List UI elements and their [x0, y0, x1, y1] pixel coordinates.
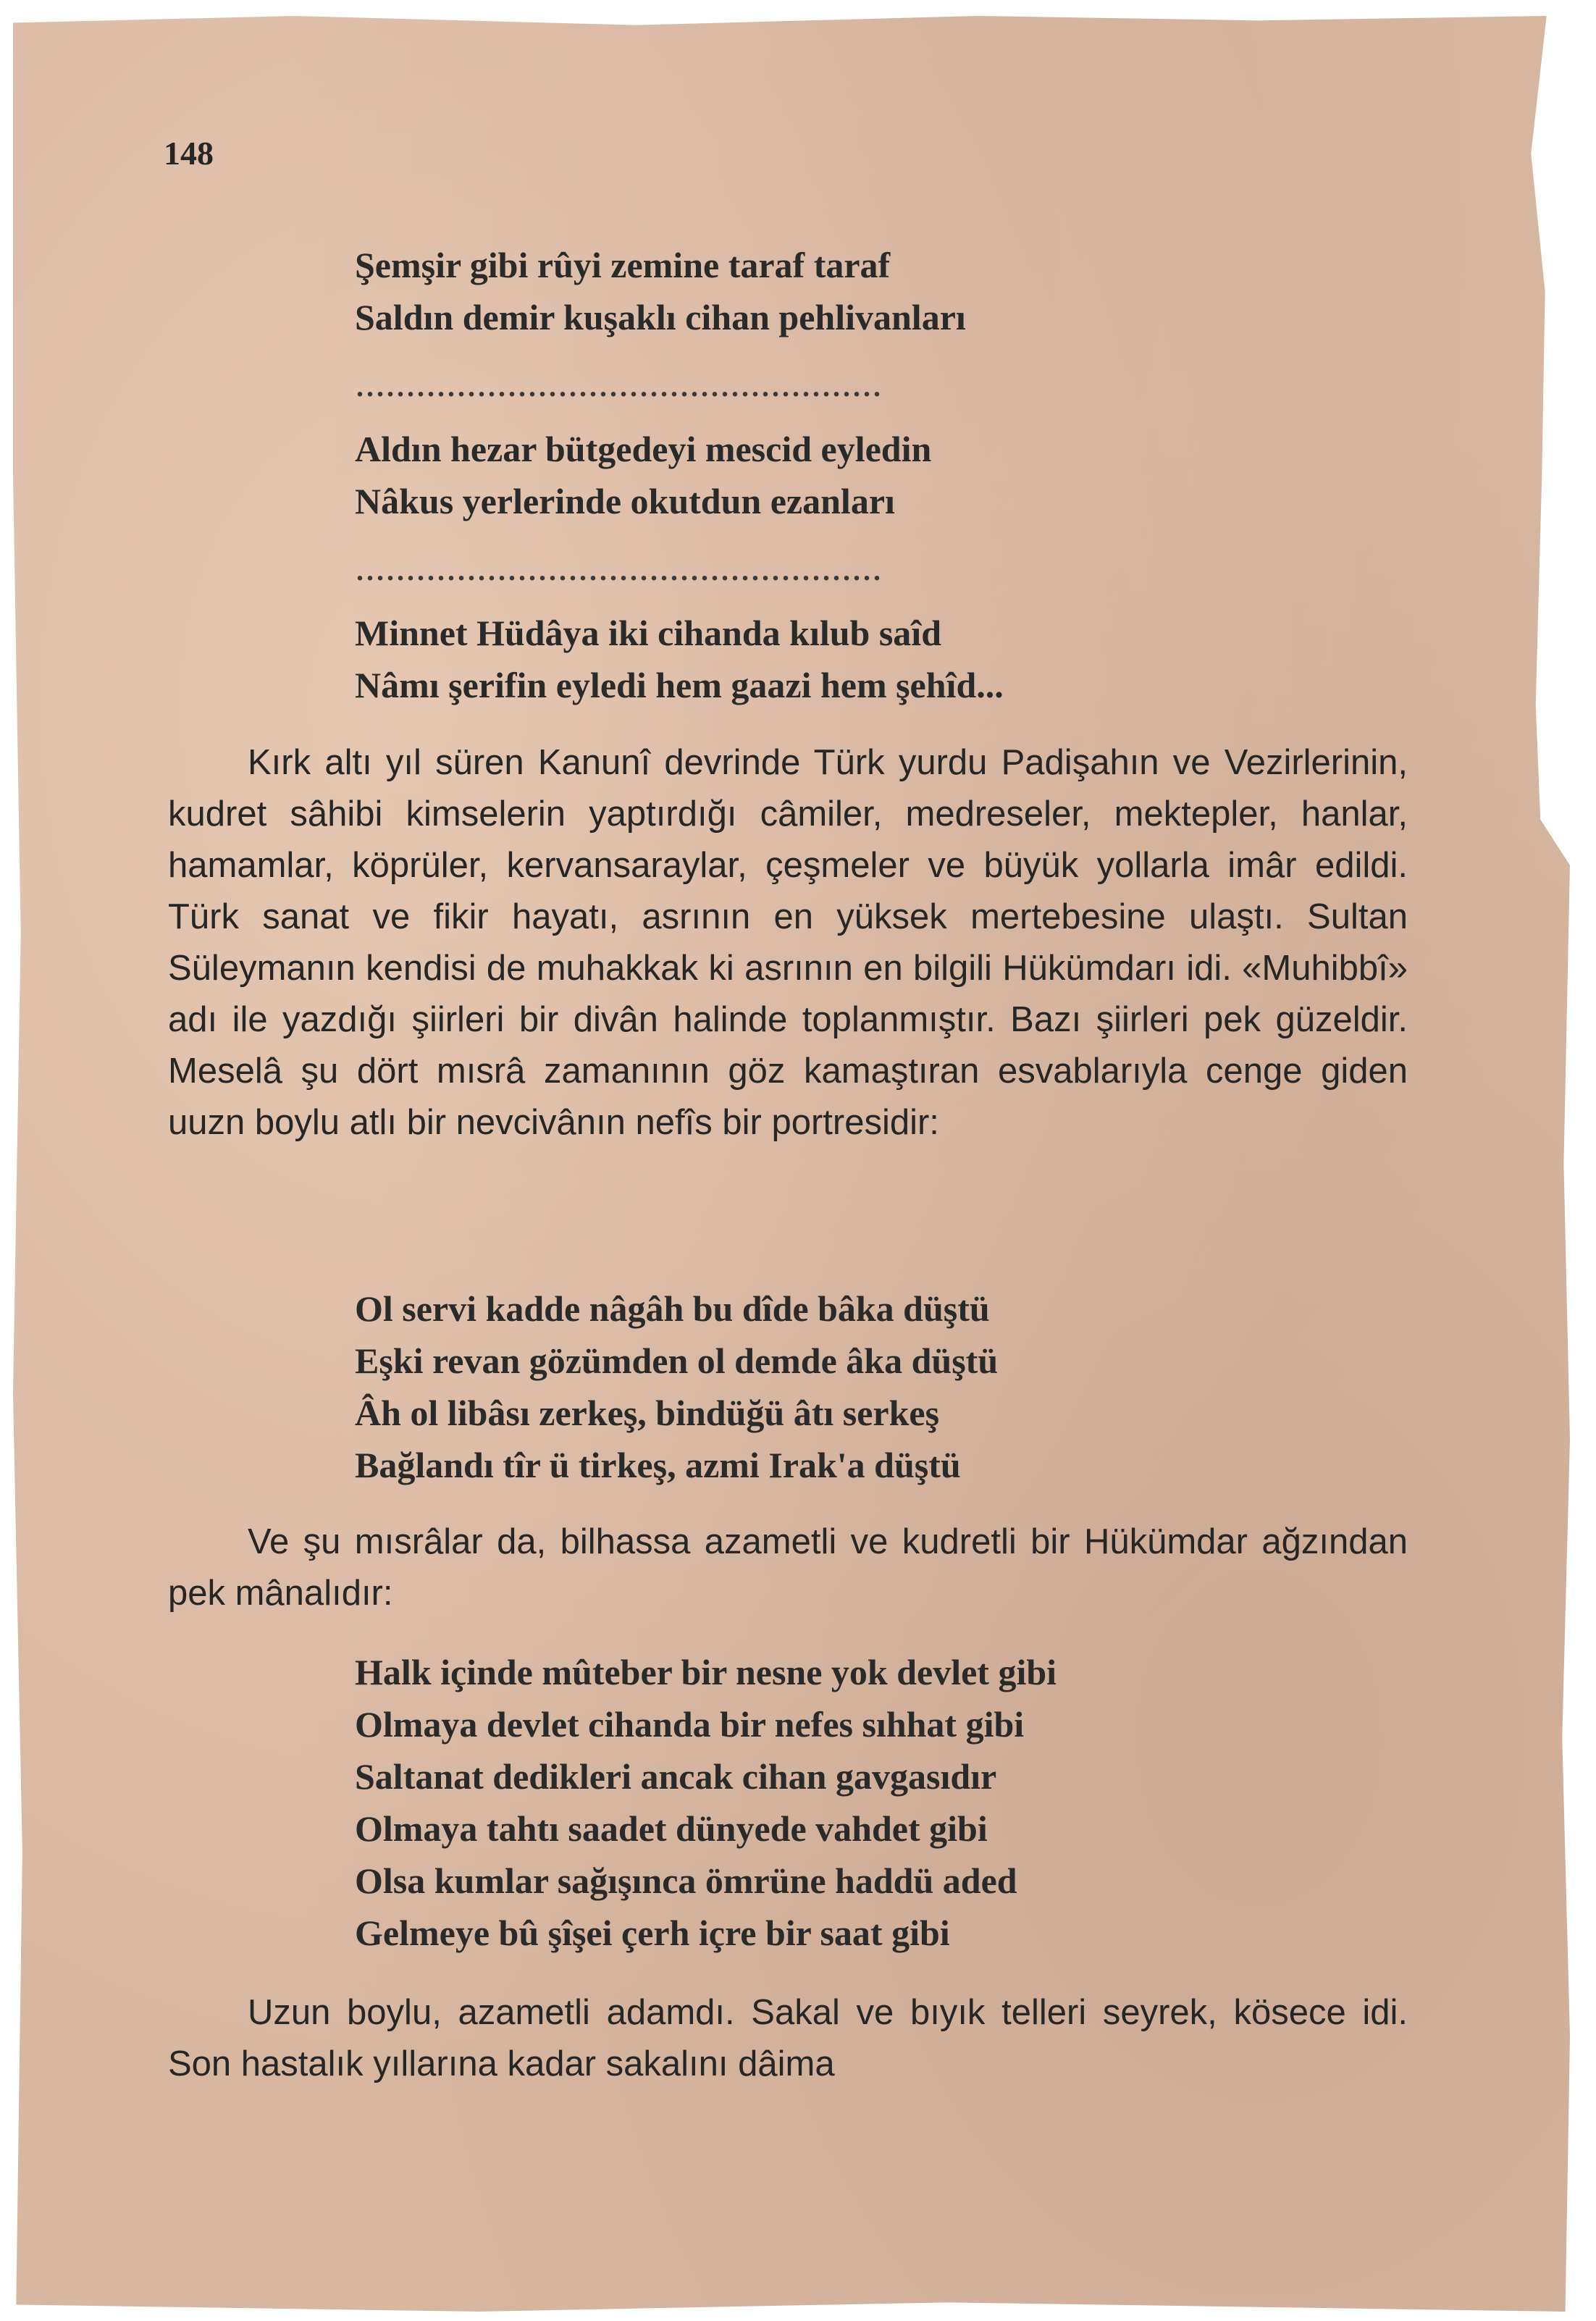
- gazel-line-3: Saltanat dedikleri ancak cihan gavgasıdır: [355, 1756, 997, 1797]
- stanza-3-line-2: Nâmı şerifin eyledi hem gaazi hem şehîd...: [355, 665, 1004, 705]
- ellipsis-separator-1: ....................................................: [356, 370, 883, 403]
- quatrain-line-1: Ol servi kadde nâgâh bu dîde bâka düştü: [355, 1288, 990, 1329]
- gazel-line-1: Halk içinde mûteber bir nesne yok devlet gibi: [355, 1652, 1057, 1692]
- stanza-2-line-1: Aldın hezar bütgedeyi mescid eyledin: [355, 429, 932, 469]
- gazel-line-6: Gelmeye bû şîşei çerh içre bir saat gibi: [355, 1913, 950, 1953]
- paragraph-hukumdar-verses: [168, 1516, 1408, 1619]
- quatrain-line-3: Âh ol libâsı zerkeş, bindüğü âtı serkeş: [355, 1393, 940, 1433]
- stanza-1-line-2: Saldın demir kuşaklı cihan pehlivanları: [355, 297, 966, 337]
- stanza-3-line-1: Minnet Hüdâya iki cihanda kılub saîd: [355, 613, 942, 653]
- paragraph-1-text: Kırk altı yıl süren Kanunî devrinde Türk yurdu Padişahın ve Vezirlerinin, kudret sâhibi kimselerin yaptırdığı câmiler, medreseler, mektepler, hanlar, hamamlar, köprüler, kervansaraylar, çeşmeler ve büyük yollarla imâr edildi. Türk sanat ve fikir hayatı, asrının en yüksek mertebesine ulaştı. Sultan Süleymanın kendisi de muhakkak ki asrının en bilgili Hükümdarı idi. «Muhibbî» adı ile yazdığı şiirleri bir divân halinde toplanmıştır. Bazı şiirleri pek güzeldir. Meselâ şu dört mısrâ zamanının göz kamaştıran esvablarıyla cenge giden uuzn boylu atlı bir nevcivânın nefîs bir portresidir:: [168, 743, 1408, 1142]
- paragraph-appearance: [168, 1987, 1408, 2090]
- paragraph-3-text: Uzun boylu, azametli adamdı. Sakal ve bıyık telleri seyrek, kösece idi. Son hastalık yıllarına kadar sakalını dâima: [168, 1993, 1408, 2083]
- paper-background: [13, 16, 1570, 2312]
- gazel-line-2: Olmaya devlet cihanda bir nefes sıhhat gibi: [355, 1704, 1025, 1745]
- paragraph-kanuni-era: [168, 737, 1408, 1149]
- ellipsis-separator-2: ....................................................: [356, 554, 883, 587]
- gazel-line-5: Olsa kumlar sağışınca ömrüne haddü aded: [355, 1860, 1017, 1901]
- stanza-2-line-2: Nâkus yerlerinde okutdun ezanları: [355, 481, 895, 521]
- stanza-1-line-1: Şemşir gibi rûyi zemine taraf taraf: [355, 245, 891, 285]
- gazel-line-4: Olmaya tahtı saadet dünyede vahdet gibi: [355, 1808, 988, 1849]
- quatrain-line-2: Eşki revan gözümden ol demde âka düştü: [355, 1340, 999, 1381]
- paragraph-2-text: Ve şu mısrâlar da, bilhassa azametli ve kudretli bir Hükümdar ağzından pek mânalıdır:: [168, 1522, 1408, 1613]
- page-number: 148: [164, 135, 214, 172]
- quatrain-line-4: Bağlandı tîr ü tirkeş, azmi Irak'a düştü: [355, 1445, 961, 1485]
